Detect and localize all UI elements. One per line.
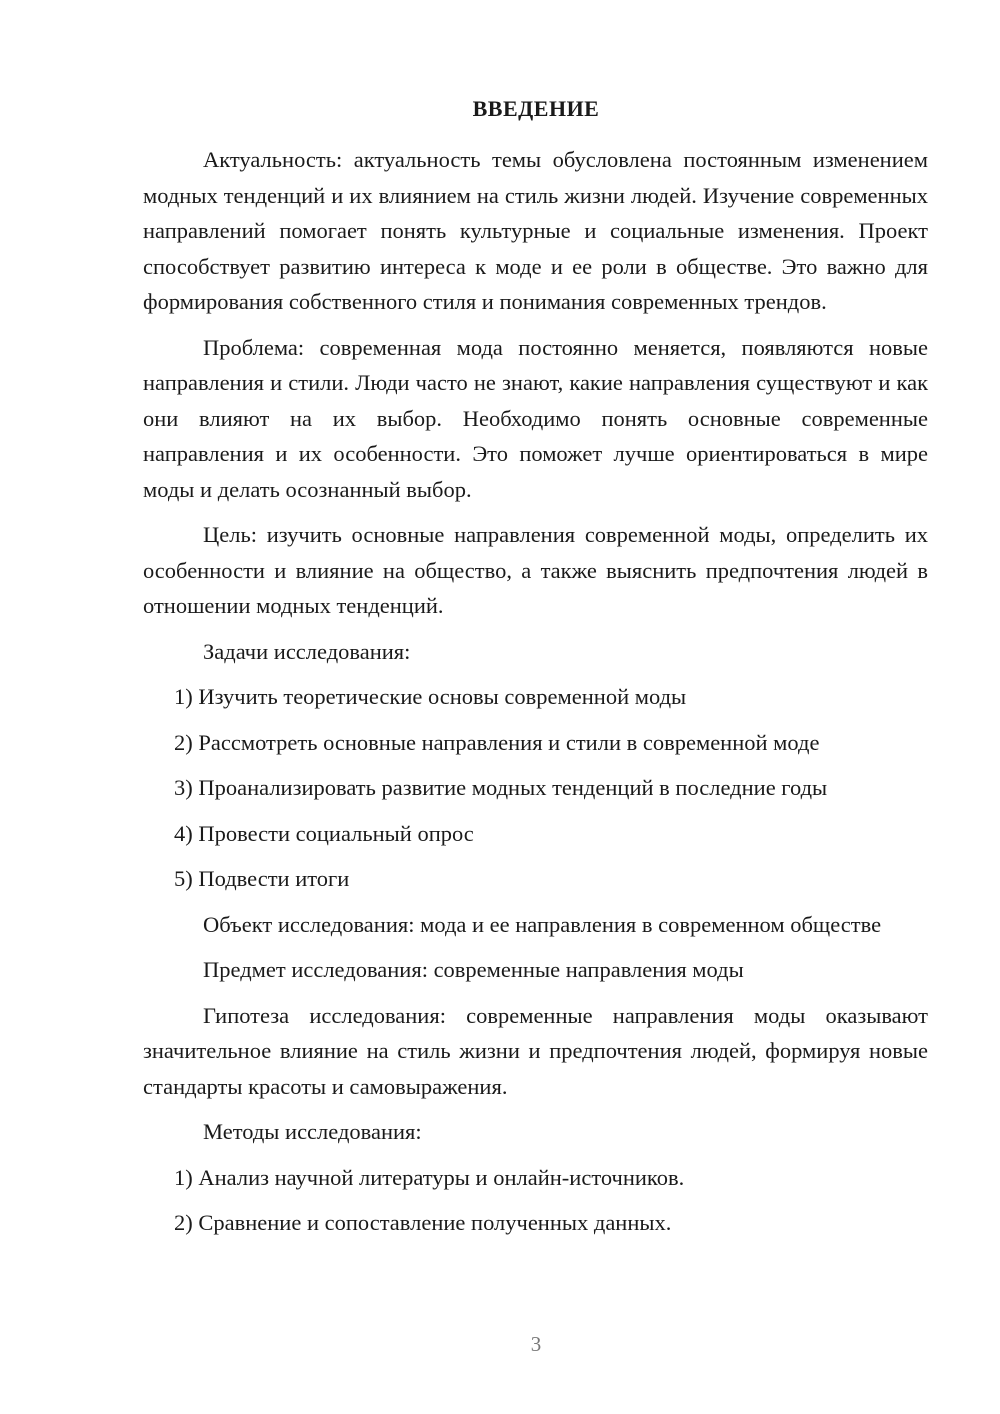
paragraph-hypothesis: Гипотеза исследования: современные направления моды оказывают значительное влияние на стиль жизни и предпочтения людей, формируя новые стандарты красоты и самовыражения. xyxy=(143,1002,928,1099)
document-body xyxy=(143,142,928,1251)
task-item: 3) Проанализировать развитие модных тенденций в последние годы xyxy=(174,775,828,800)
task-item: 5) Подвести итоги xyxy=(174,866,350,891)
tasks-heading: Задачи исследования: xyxy=(203,638,411,664)
paragraph-problem: Проблема: современная мода постоянно меняется, появляются новые направления и стили. Люди часто не знают, какие направления существуют и как они влияют на их выбор. Необходимо понять основные современные направления и их особенности. Это поможет лучше ориентироваться в мире моды и делать осознанный выбор. xyxy=(143,334,928,502)
task-item: 4) Провести социальный опрос xyxy=(174,820,474,846)
paragraph-object: Объект исследования: мода и ее направления в современном обществе xyxy=(203,911,882,937)
paragraph-relevance: Актуальность: актуальность темы обусловлена постоянным изменением модных тенденций и их влиянием на стиль жизни людей. Изучение современных направлений помогает понять культурные и социальные изменения. Проект способствует развитию интереса к моде и ее роли в обществе. Это важно для формирования собственного стиля и понимания современных трендов. xyxy=(143,147,928,314)
page-title: ВВЕДЕНИЕ xyxy=(472,96,600,121)
page-number: 3 xyxy=(530,1332,542,1356)
method-item: 2) Сравнение и сопоставление полученных данных. xyxy=(174,1210,672,1235)
paragraph-goal: Цель: изучить основные направления современной моды, определить их особенности и влияние на общество, а также выяснить предпочтения людей в отношении модных тенденций. xyxy=(143,522,928,618)
task-item: 1) Изучить теоретические основы современной моды xyxy=(174,684,687,709)
paragraph-subject: Предмет исследования: современные направления моды xyxy=(203,957,744,982)
task-item: 2) Рассмотреть основные направления и стили в современной моде xyxy=(174,729,820,755)
method-item: 1) Анализ научной литературы и онлайн-источников. xyxy=(174,1164,685,1190)
methods-heading: Методы исследования: xyxy=(203,1119,422,1144)
